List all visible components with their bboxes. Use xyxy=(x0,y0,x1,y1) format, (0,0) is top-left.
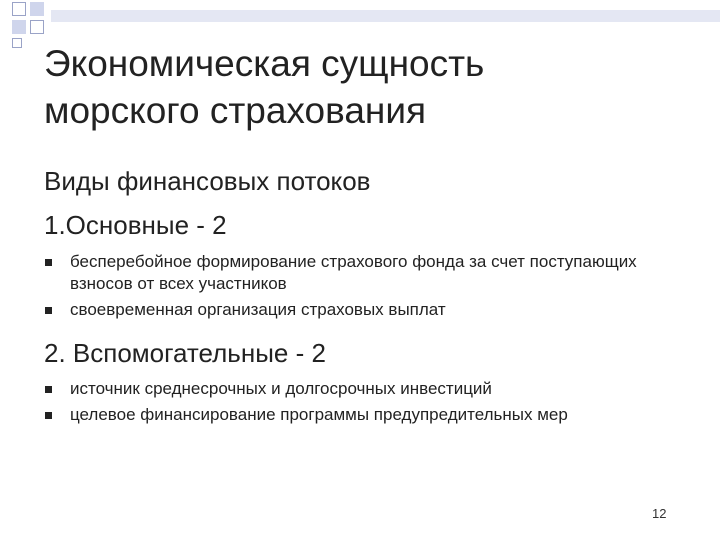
list-item xyxy=(44,251,684,295)
corner-square-outline-3 xyxy=(12,38,22,48)
slide-subtitle: Виды финансовых потоков xyxy=(44,166,371,196)
corner-square-fill-2 xyxy=(12,20,26,34)
slide-title xyxy=(44,40,684,134)
list-item xyxy=(44,378,684,400)
list-item-text: источник среднесрочных и долгосрочных инвестиций xyxy=(70,379,492,398)
top-decorative-band xyxy=(51,10,720,22)
page-number: 12 xyxy=(652,506,667,521)
square-bullet-icon xyxy=(45,259,52,266)
list-item xyxy=(44,299,684,321)
list-item-text: своевременная организация страховых выплат xyxy=(70,300,446,319)
section-1-heading: 1.Основные - 2 xyxy=(44,210,227,240)
list-item-text: бесперебойное формирование страхового фонда за счет поступающих взносов от всех участников xyxy=(70,252,637,293)
square-bullet-icon xyxy=(45,307,52,314)
square-bullet-icon xyxy=(45,412,52,419)
section-2-list xyxy=(44,378,684,426)
section-1-list xyxy=(44,251,684,321)
slide-title-line-2: морского страхования xyxy=(44,90,427,131)
corner-square-fill-1 xyxy=(30,2,44,16)
square-bullet-icon xyxy=(45,386,52,393)
section-2-heading: 2. Вспомогательные - 2 xyxy=(44,338,326,368)
corner-square-outline-1 xyxy=(12,2,26,16)
list-item xyxy=(44,404,684,426)
list-item-text: целевое финансирование программы предупредительных мер xyxy=(70,405,568,424)
corner-square-outline-2 xyxy=(30,20,44,34)
slide-title-line-1: Экономическая сущность xyxy=(44,43,485,84)
